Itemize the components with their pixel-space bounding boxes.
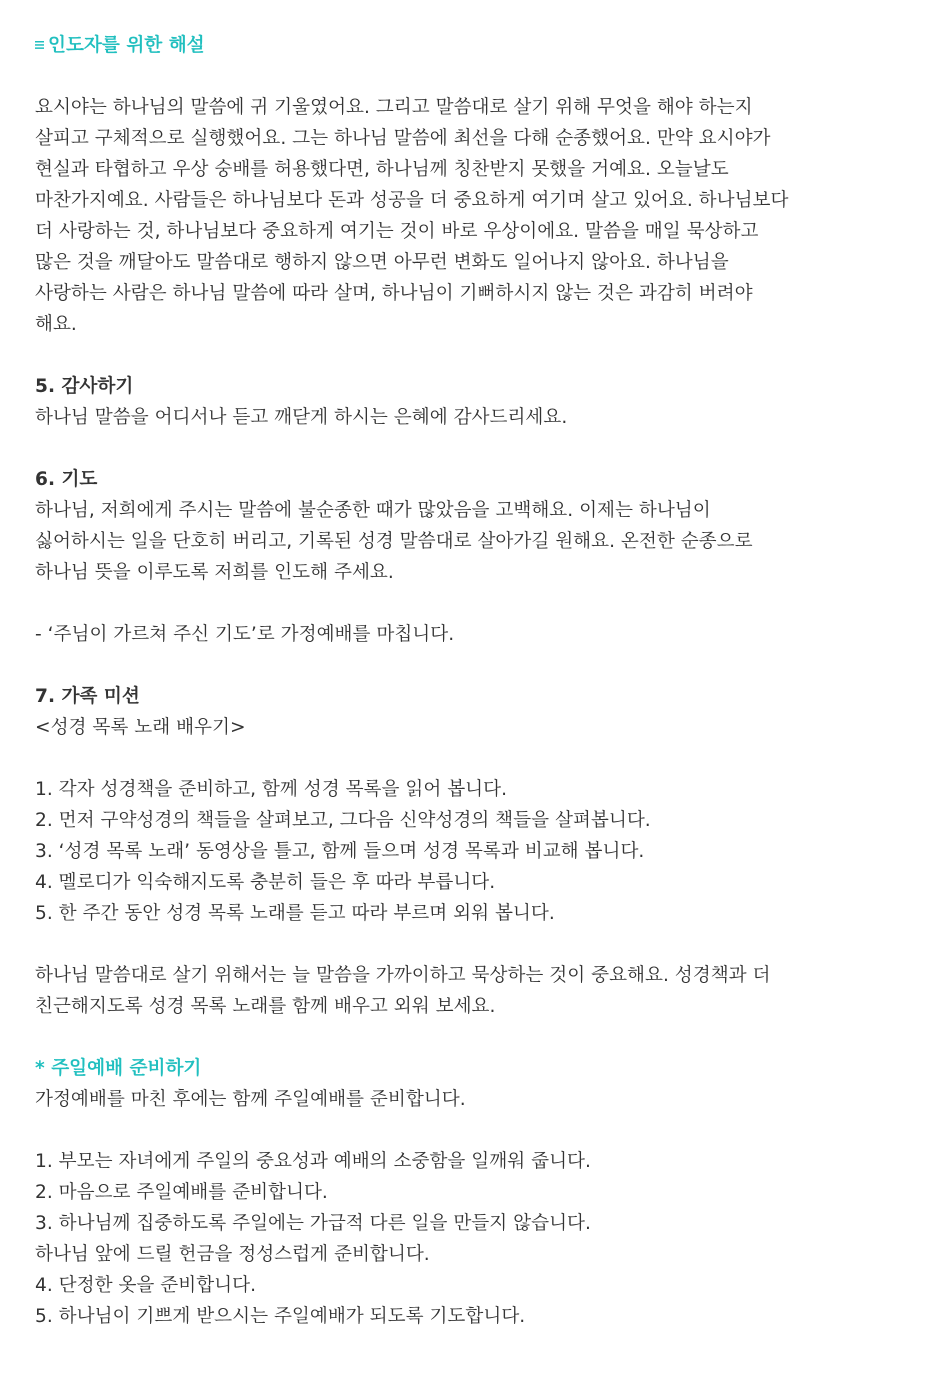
spacer <box>35 743 890 774</box>
guide-heading <box>35 30 890 61</box>
prayer-line: 하나님, 저희에게 주시는 말씀에 불순종한 때가 많았음을 고백해요. 이제는 하나님이 <box>35 500 711 521</box>
guide-line: 더 사랑하는 것, 하나님보다 중요하게 여기는 것이 바로 우상이에요. 말씀을 매일 묵상하고 <box>35 221 759 242</box>
mission-note-line: 하나님 말씀대로 살기 위해서는 늘 말씀을 가까이하고 묵상하는 것이 중요해요. 성경책과 더 <box>35 965 771 986</box>
guide-line: 요시야는 하나님의 말씀에 귀 기울였어요. 그리고 말씀대로 살기 위해 무엇을 해야 하는지 <box>35 97 753 118</box>
guide-line: 마찬가지예요. 사람들은 하나님보다 돈과 성공을 더 중요하게 여기며 살고 있어요. 하나님보다 <box>35 190 789 211</box>
menu-lines-icon <box>35 30 44 61</box>
prayer-line: 하나님 뜻을 이루도록 저희를 인도해 주세요. <box>35 562 394 583</box>
guide-title: 인도자를 위한 해설 <box>48 35 205 56</box>
mission-step: 3. ‘성경 목록 노래’ 동영상을 틀고, 함께 들으며 성경 목록과 비교해 봅니다. <box>35 841 645 862</box>
section-7-subtitle: <성경 목록 노래 배우기> <box>35 717 246 738</box>
mission-step: 4. 멜로디가 익숙해지도록 충분히 들은 후 따라 부릅니다. <box>35 872 496 893</box>
spacer <box>35 588 890 619</box>
sunday-heading: * 주일예배 준비하기 <box>35 1058 202 1079</box>
spacer <box>35 1115 890 1146</box>
mission-step: 5. 한 주간 동안 성경 목록 노래를 듣고 따라 부르며 외워 봅니다. <box>35 903 555 924</box>
spacer <box>35 1022 890 1053</box>
spacer <box>35 929 890 960</box>
spacer <box>35 61 890 92</box>
sunday-step: 5. 하나님이 기쁘게 받으시는 주일예배가 되도록 기도합니다. <box>35 1306 526 1327</box>
sunday-step: 3. 하나님께 집중하도록 주일에는 가급적 다른 일을 만들지 않습니다. <box>35 1213 591 1234</box>
mission-note-line: 친근해지도록 성경 목록 노래를 함께 배우고 외워 보세요. <box>35 996 496 1017</box>
sunday-step: 4. 단정한 옷을 준비합니다. <box>35 1275 256 1296</box>
prayer-line: 싫어하시는 일을 단호히 버리고, 기록된 성경 말씀대로 살아가길 원해요. 온전한 순종으로 <box>35 531 753 552</box>
spacer <box>35 340 890 371</box>
sunday-step: 2. 마음으로 주일예배를 준비합니다. <box>35 1182 328 1203</box>
guide-line: 현실과 타협하고 우상 숭배를 허용했다면, 하나님께 칭찬받지 못했을 거예요. 오늘날도 <box>35 159 729 180</box>
guide-body <box>35 92 890 340</box>
spacer <box>35 650 890 681</box>
sunday-step: 하나님 앞에 드릴 헌금을 정성스럽게 준비합니다. <box>35 1244 430 1265</box>
section-7-title: 7. 가족 미션 <box>35 686 140 707</box>
mission-step: 2. 먼저 구약성경의 책들을 살펴보고, 그다음 신약성경의 책들을 살펴봅니다. <box>35 810 651 831</box>
guide-line: 사랑하는 사람은 하나님 말씀에 따라 살며, 하나님이 기뻐하시지 않는 것은 과감히 버려야 <box>35 283 753 304</box>
sunday-intro: 가정예배를 마친 후에는 함께 주일예배를 준비합니다. <box>35 1089 466 1110</box>
spacer <box>35 433 890 464</box>
section-6-title: 6. 기도 <box>35 469 98 490</box>
section-5-title: 5. 감사하기 <box>35 376 134 397</box>
section-5-line: 하나님 말씀을 어디서나 듣고 깨닫게 하시는 은혜에 감사드리세요. <box>35 407 568 428</box>
guide-line: 많은 것을 깨달아도 말씀대로 행하지 않으면 아무런 변화도 일어나지 않아요. 하나님을 <box>35 252 729 273</box>
guide-line: 살피고 구체적으로 실행했어요. 그는 하나님 말씀에 최선을 다해 순종했어요. 만약 요시야가 <box>35 128 771 149</box>
prayer-closing: - ‘주님이 가르쳐 주신 기도’로 가정예배를 마칩니다. <box>35 624 455 645</box>
mission-step: 1. 각자 성경책을 준비하고, 함께 성경 목록을 읽어 봅니다. <box>35 779 507 800</box>
guide-line: 해요. <box>35 314 77 335</box>
sunday-step: 1. 부모는 자녀에게 주일의 중요성과 예배의 소중함을 일깨워 줍니다. <box>35 1151 591 1172</box>
